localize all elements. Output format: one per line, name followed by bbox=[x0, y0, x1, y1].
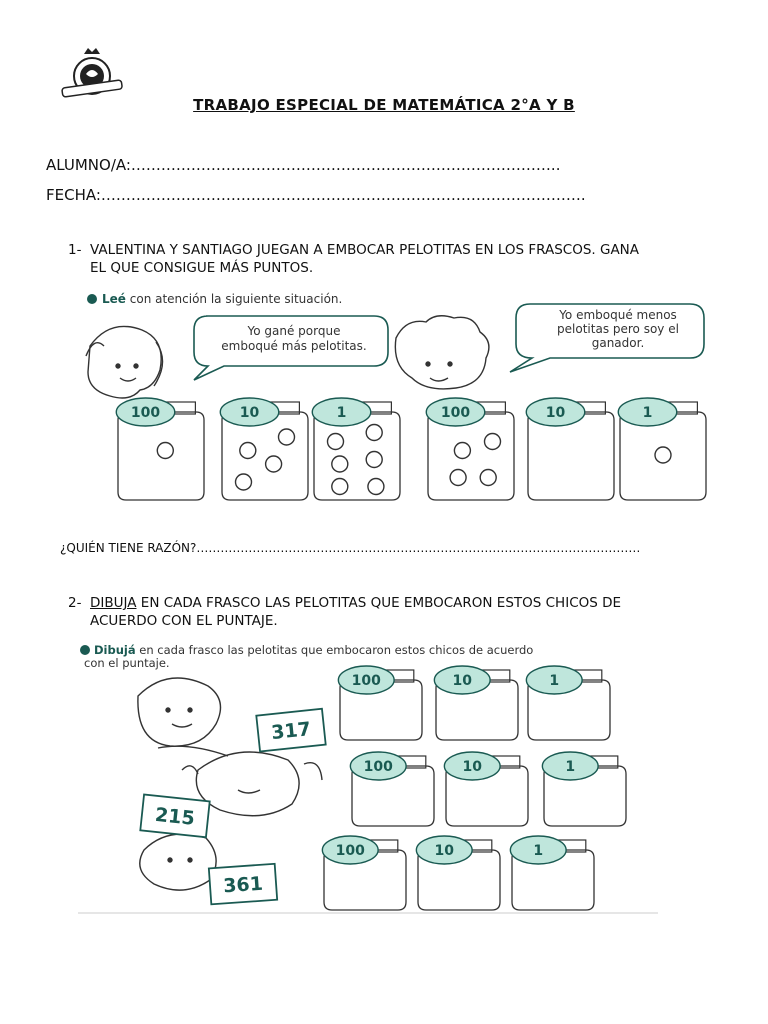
jar-100 bbox=[426, 398, 514, 500]
svg-text:ganador.: ganador. bbox=[591, 336, 645, 350]
boy-illustration bbox=[140, 834, 216, 890]
score-cards bbox=[140, 709, 325, 905]
jar-label: 1 bbox=[549, 673, 560, 689]
illustration-instruction: Dibujá en cada frasco las pelotitas que embocaron estos chicos de acuerdo bbox=[94, 643, 534, 657]
jar-label: 10 bbox=[239, 405, 260, 421]
question-2-line-2: ACUERDO CON EL PUNTAJE. bbox=[90, 613, 278, 629]
jar-label: 100 bbox=[440, 405, 471, 421]
page-title: TRABAJO ESPECIAL DE MATEMÁTICA 2°A Y B bbox=[193, 96, 575, 114]
jar-label: 1 bbox=[336, 405, 347, 421]
situation-illustration bbox=[78, 286, 714, 508]
jar-1 bbox=[526, 666, 610, 740]
ball bbox=[480, 470, 496, 486]
question-2-verb: DIBUJA bbox=[90, 595, 137, 611]
ball bbox=[236, 474, 252, 490]
ball bbox=[279, 429, 295, 445]
jar-label: 10 bbox=[462, 759, 482, 775]
student-name-field: ALUMNO/A:………………………………………………………………………….. bbox=[46, 156, 561, 174]
ball bbox=[366, 425, 382, 441]
question-2-number: 2- bbox=[68, 595, 82, 611]
jar-10 bbox=[416, 836, 500, 910]
jar-10 bbox=[444, 752, 528, 826]
jar-label: 10 bbox=[545, 405, 566, 421]
ball bbox=[485, 434, 501, 450]
score-card bbox=[140, 795, 209, 838]
svg-text:Yo gané porque: Yo gané porque bbox=[247, 324, 341, 338]
ball bbox=[454, 443, 470, 459]
jar-label: 100 bbox=[363, 759, 393, 775]
question-1-number: 1- bbox=[68, 242, 82, 258]
jar-100 bbox=[338, 666, 422, 740]
speech-bubble-left bbox=[194, 316, 388, 380]
jar-label: 10 bbox=[434, 843, 454, 859]
jar-1 bbox=[510, 836, 594, 910]
jar-10 bbox=[220, 398, 308, 500]
jar-label: 100 bbox=[351, 673, 381, 689]
ball bbox=[366, 452, 382, 468]
score-value: 317 bbox=[270, 718, 312, 745]
question-2-line-1: EN CADA FRASCO LAS PELOTITAS QUE EMBOCARON ESTOS CHICOS DE bbox=[136, 595, 622, 611]
question-2 bbox=[68, 594, 621, 630]
svg-text:emboqué más pelotitas.: emboqué más pelotitas. bbox=[221, 339, 367, 353]
ball bbox=[266, 456, 282, 472]
jar-1 bbox=[312, 398, 400, 500]
ball bbox=[240, 443, 256, 459]
score-value: 361 bbox=[222, 872, 264, 898]
girl-illustration bbox=[86, 326, 163, 398]
date-field: FECHA:……………………………………………………………………………………. bbox=[46, 186, 586, 204]
svg-text:Yo emboqué menos: Yo emboqué menos bbox=[559, 308, 677, 322]
jar-100 bbox=[350, 752, 434, 826]
ball bbox=[328, 434, 344, 450]
school-logo bbox=[58, 44, 126, 100]
ball bbox=[450, 470, 466, 486]
jar-10 bbox=[526, 398, 614, 500]
score-card bbox=[256, 709, 325, 752]
jar-1 bbox=[618, 398, 706, 500]
ball bbox=[368, 479, 384, 495]
jar-100 bbox=[322, 836, 406, 910]
ball bbox=[157, 443, 173, 459]
jars-row-1 bbox=[116, 398, 706, 500]
jar-100 bbox=[116, 398, 204, 500]
svg-text:pelotitas pero soy el: pelotitas pero soy el bbox=[557, 322, 679, 336]
bullet-icon bbox=[87, 294, 97, 304]
jar-label: 100 bbox=[130, 405, 161, 421]
jar-label: 1 bbox=[565, 759, 576, 775]
svg-text:con el puntaje.: con el puntaje. bbox=[84, 656, 170, 670]
boy-illustration bbox=[395, 316, 489, 389]
speech-bubble-right bbox=[510, 304, 704, 372]
ball bbox=[332, 456, 348, 472]
jar-label: 1 bbox=[642, 405, 653, 421]
jar-label: 100 bbox=[335, 843, 365, 859]
jars-grid bbox=[322, 666, 626, 910]
who-is-right-question: ¿QUIÉN TIENE RAZÓN?………………………………………………………………………………………………… bbox=[60, 541, 641, 555]
question-1-line-1: VALENTINA Y SANTIAGO JUEGAN A EMBOCAR PELOTITAS EN LOS FRASCOS. GANA bbox=[90, 242, 640, 258]
question-1 bbox=[68, 241, 639, 277]
score-value: 215 bbox=[154, 803, 196, 830]
score-card bbox=[209, 864, 277, 905]
jar-label: 10 bbox=[452, 673, 472, 689]
drawing-illustration bbox=[78, 640, 668, 916]
jar-10 bbox=[434, 666, 518, 740]
jar-1 bbox=[542, 752, 626, 826]
ball bbox=[655, 447, 671, 463]
girl-1-illustration bbox=[138, 678, 228, 756]
jar-label: 1 bbox=[533, 843, 544, 859]
ball bbox=[332, 479, 348, 495]
bullet-icon bbox=[80, 645, 90, 655]
question-1-line-2: EL QUE CONSIGUE MÁS PUNTOS. bbox=[90, 260, 314, 276]
illustration-instruction: Leé con atención la siguiente situación. bbox=[102, 292, 343, 306]
